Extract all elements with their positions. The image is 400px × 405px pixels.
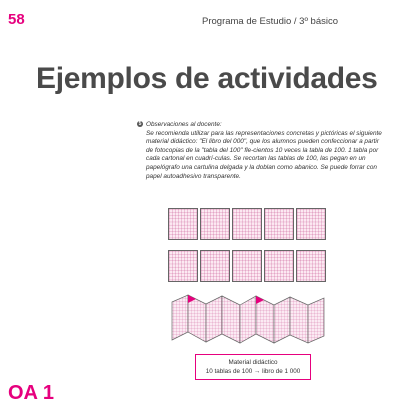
fold-panel	[206, 296, 222, 342]
hundred-table	[232, 250, 262, 282]
figure-caption	[195, 354, 311, 380]
fold-panel	[172, 295, 188, 340]
hundred-table	[200, 250, 230, 282]
teacher-observations	[138, 121, 386, 181]
section-label: OA 1	[8, 382, 54, 404]
fold-panel	[222, 296, 240, 343]
hundred-table	[296, 208, 326, 240]
hundred-tables-row-2	[168, 250, 326, 282]
fold-panel	[240, 296, 256, 343]
observation-bullet-icon: 5	[138, 121, 142, 127]
caption-title: Material didáctico	[228, 359, 278, 366]
fold-panel	[290, 297, 308, 343]
fold-panel	[274, 297, 290, 343]
observation-body: Se recomienda utilizar para las representaciones concretas y pictóricas el siguiente material didáctico: "El libro del 000", que los alumnos pueden confeccionar a partir de fotocopias de la "tabla del 100" fle-cientos 10 veces la tabla de 100. 1 tabla por cada cartonal en cuadrí-culas. Se recortan las tablas de 100, las pegan en un papelógrafo una cartulina delgada y la doblan como abanico. Se puede forrar con papel autoadhesivo transparente.	[146, 129, 382, 180]
hundred-tables-row-1	[168, 208, 326, 240]
page-number: 58	[8, 11, 25, 28]
hundred-table	[168, 250, 198, 282]
page-title: Ejemplos de actividades	[36, 62, 378, 95]
hundred-table	[264, 250, 294, 282]
observation-heading: Observaciones al docente:	[146, 121, 222, 128]
hundred-table	[264, 208, 294, 240]
fold-panel	[188, 295, 206, 342]
running-header: Programa de Estudio / 3º básico	[202, 16, 339, 27]
fold-panel	[256, 296, 274, 343]
fold-panel	[308, 298, 324, 343]
caption-subtitle: 10 tablas de 100 → libro de 1 000	[205, 368, 301, 375]
hundred-table	[200, 208, 230, 240]
folded-book-illustration	[170, 292, 330, 348]
observation-lead	[138, 121, 386, 130]
hundred-table	[168, 208, 198, 240]
hundred-table	[232, 208, 262, 240]
hundred-table	[296, 250, 326, 282]
